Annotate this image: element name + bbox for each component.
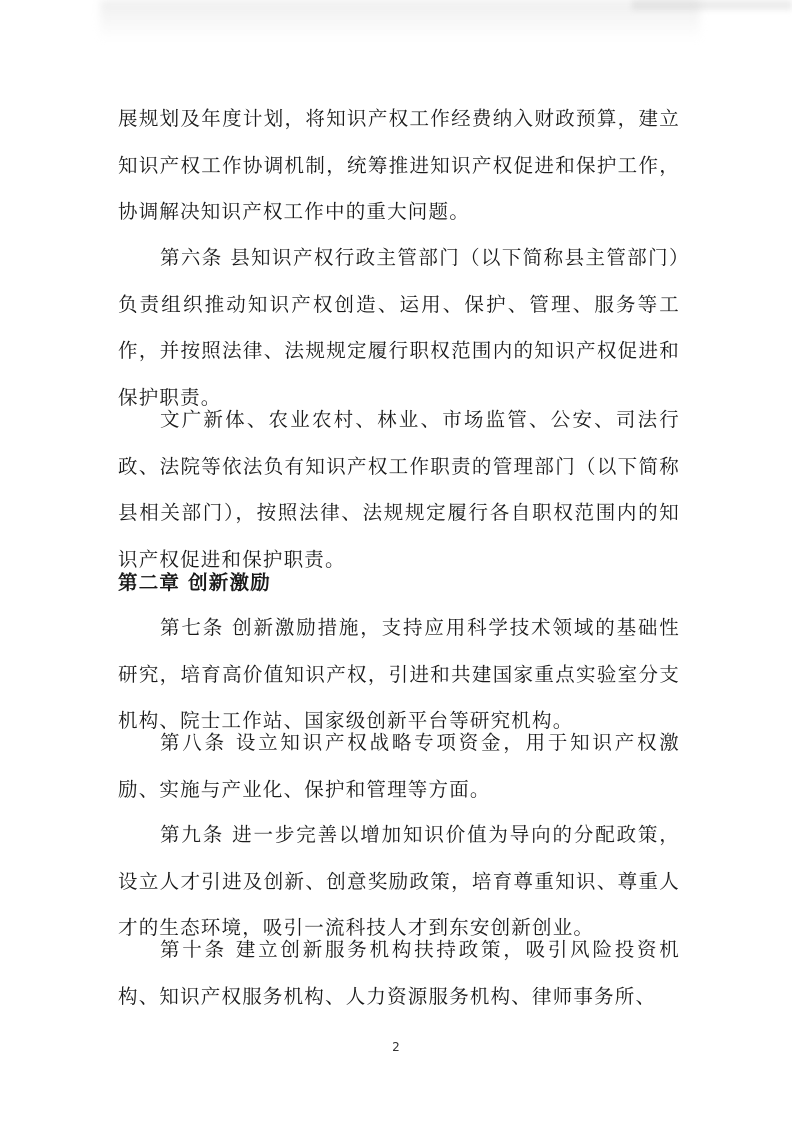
paragraph-article-7: 第七条 创新激励措施，支持应用科学技术领域的基础性研究，培育高价值知识产权，引进和共建国家重点实验室分支机构、院士工作站、国家级创新平台等研究机构。 bbox=[118, 616, 680, 732]
paragraph-related-departments: 文广新体、农业农村、林业、市场监管、公安、司法行政、法院等依法负有知识产权工作职责的管理部门（以下简称县相关部门），按照法律、法规规定履行各自职权范围内的知识产权促进和保护职责。 bbox=[118, 408, 680, 571]
paragraph-continuation: 展规划及年度计划，将知识产权工作经费纳入财政预算，建立知识产权工作协调机制，统筹推进知识产权促进和保护工作，协调解决知识产权工作中的重大问题。 bbox=[118, 107, 680, 223]
paragraph-article-9: 第九条 进一步完善以增加知识价值为导向的分配政策，设立人才引进及创新、创意奖励政策，培育尊重知识、尊重人才的生态环境，吸引一流科技人才到东安创新创业。 bbox=[118, 823, 680, 939]
chapter-heading: 第二章 创新激励 bbox=[118, 571, 271, 594]
paragraph-article-10: 第十条 建立创新服务机构扶持政策，吸引风险投资机构、知识产权服务机构、人力资源服务机构、律师事务所、 bbox=[118, 938, 680, 1008]
page-number: 2 bbox=[392, 1040, 400, 1054]
scan-artifact bbox=[100, 0, 700, 40]
scan-artifact bbox=[632, 0, 792, 10]
paragraph-article-6: 第六条 县知识产权行政主管部门（以下简称县主管部门）负责组织推动知识产权创造、运用、保护、管理、服务等工作，并按照法律、法规规定履行职权范围内的知识产权促进和保护职责。 bbox=[118, 246, 680, 409]
paragraph-article-8: 第八条 设立知识产权战略专项资金，用于知识产权激励、实施与产业化、保护和管理等方面。 bbox=[118, 731, 680, 801]
